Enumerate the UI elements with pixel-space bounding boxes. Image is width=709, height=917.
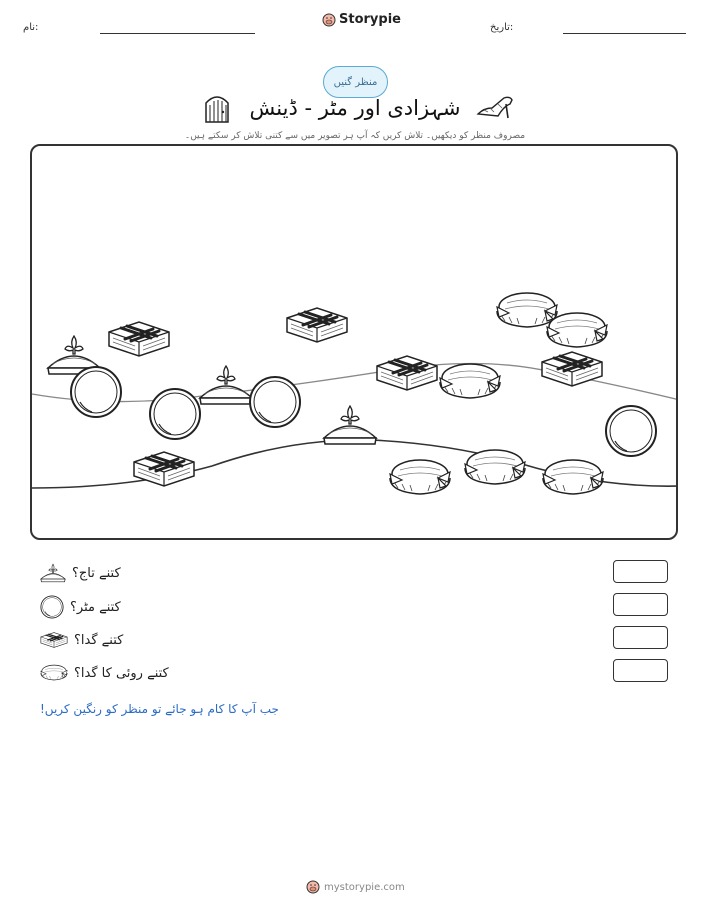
footer (306, 880, 405, 894)
footer-text[interactable]: mystorypie.com (324, 881, 405, 893)
logo-text: Storypie (339, 12, 401, 27)
pea (150, 389, 200, 439)
crown (324, 406, 376, 444)
coloring-note: جب آپ کا کام ہو جائے تو منظر کو رنگین کریں! (40, 702, 279, 716)
crown (200, 366, 252, 404)
answer-box-mattresses[interactable] (613, 626, 668, 649)
pea (250, 377, 300, 427)
date-label: تاریخ: (490, 22, 514, 33)
question-cushions (40, 662, 169, 684)
question-text: کتنے مٹر؟ (70, 599, 121, 615)
cushion (465, 450, 525, 484)
cushion (390, 460, 450, 494)
page-subtitle: مصروف منظر کو دیکھیں۔ تلاش کریں کہ آپ ہر تصویر میں سے کتنی تلاش کر سکتے ہیں۔ (184, 131, 526, 141)
crown-icon (40, 561, 66, 585)
topic-badge: منظر گنیں (323, 66, 388, 98)
answer-box-peas[interactable] (613, 593, 668, 616)
page-title: شہزادی اور مٹر - ڈینش (249, 96, 461, 120)
question-mattresses (40, 628, 123, 652)
name-field[interactable] (100, 33, 255, 34)
cushion (547, 313, 607, 347)
name-label: نام: (23, 22, 39, 33)
pig-icon (322, 13, 336, 27)
pea-icon (40, 595, 64, 619)
answer-box-cushions[interactable] (613, 659, 668, 682)
question-text: کتنے تاج؟ (72, 565, 121, 581)
date-field[interactable] (563, 33, 686, 34)
answer-box-crowns[interactable] (613, 560, 668, 583)
question-text: کتنے روئی کا گدا؟ (74, 665, 169, 681)
glass-slipper-icon (476, 94, 514, 120)
pea (71, 367, 121, 417)
mattress (287, 308, 347, 342)
logo (322, 12, 401, 27)
pea (606, 406, 656, 456)
pig-icon (306, 880, 320, 894)
seek-and-find-scene (30, 144, 678, 540)
mattress (377, 356, 437, 390)
cushion (440, 364, 500, 398)
question-peas (40, 595, 121, 619)
cushion (497, 293, 557, 327)
cushion-icon (40, 662, 68, 684)
mattress (109, 322, 169, 356)
question-crowns (40, 561, 121, 585)
door-icon (204, 93, 230, 123)
cushion (543, 460, 603, 494)
mattress-icon (40, 628, 68, 652)
question-text: کتنے گدا؟ (74, 632, 124, 648)
